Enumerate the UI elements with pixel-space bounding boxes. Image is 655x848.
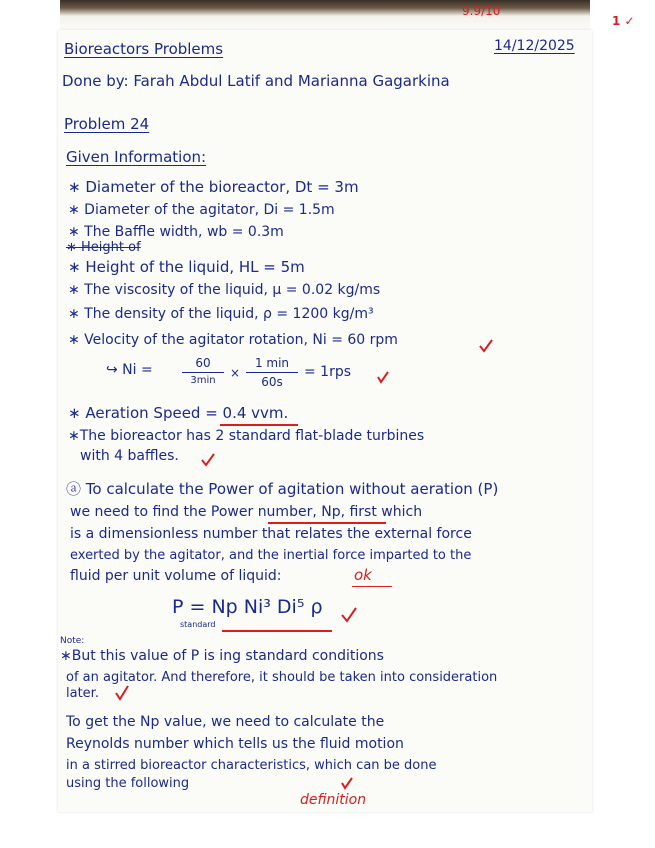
given-item: ∗ Diameter of the agitator, Di = 1.5m [68, 202, 335, 218]
given-item: ∗ The density of the liquid, ρ = 1200 kg/m³ [68, 306, 374, 322]
note-line: of an agitator. And therefore, it should be taken into consideration [66, 670, 498, 685]
given-item: ∗ Velocity of the agitator rotation, Ni = 60 rpm [68, 332, 398, 348]
closing-line: using the following [66, 776, 190, 791]
times-sign: × [230, 366, 241, 380]
fraction-1min-per-60s [246, 356, 298, 389]
closing-line: Reynolds number which tells us the fluid motion [66, 736, 404, 752]
part-a-line: we need to find the Power number, Np, first which [70, 504, 423, 520]
conversion-result: = 1rps [304, 364, 352, 380]
note-line: ∗But this value of P is ing standard conditions [60, 648, 384, 664]
red-underline [352, 586, 392, 587]
check-mark-icon [114, 684, 130, 702]
formula-subscript: standard [180, 620, 216, 629]
red-underline [220, 424, 298, 426]
date: 14/12/2025 [494, 38, 575, 54]
power-formula: P = Np Ni³ Di⁵ ρ [172, 596, 323, 618]
fraction-denominator: 60s [261, 375, 283, 389]
part-a-line: is a dimensionless number that relates the external force [70, 526, 472, 542]
closing-line: To get the Np value, we need to calculate the [66, 714, 385, 730]
page-top-shadow [60, 0, 590, 34]
fraction-denominator: 3min [190, 375, 216, 386]
crossed-out-item: ∗ Height of [66, 240, 141, 255]
given-item: ∗ Height of the liquid, HL = 5m [68, 258, 305, 276]
page-title: Bioreactors Problems [64, 40, 224, 58]
note-line: later. [66, 686, 99, 701]
part-a-line: exerted by the agitator, and the inertial force imparted to the [70, 548, 472, 563]
conversion-lhs: ↪ Ni = [106, 362, 153, 378]
closing-line: in a stirred bioreactor characteristics, which can be done [66, 758, 437, 773]
check-mark-icon [340, 776, 354, 790]
given-item: ∗ The Baffle width, wb = 0.3m [68, 224, 284, 240]
aeration-speed: ∗ Aeration Speed = 0.4 vvm. [68, 404, 289, 422]
ok-mark: ok [354, 566, 372, 584]
fraction-60-per-3min [182, 356, 224, 386]
turbines-line: with 4 baffles. [80, 448, 179, 464]
turbines-line: ∗The bioreactor has 2 standard flat-blade turbines [68, 428, 425, 444]
given-item: ∗ The viscosity of the liquid, μ = 0.02 kg/ms [68, 282, 381, 298]
red-underline [222, 630, 332, 632]
red-underline [268, 522, 386, 524]
authors: Done by: Farah Abdul Latif and Marianna Gagarkina [62, 72, 450, 90]
note-label: Note: [60, 636, 85, 646]
corner-mark: 1 ✓ [612, 14, 635, 28]
check-mark-icon [376, 370, 390, 384]
definition-mark: definition [300, 792, 367, 808]
part-a-line: ⓐ To calculate the Power of agitation without aeration (P) [66, 480, 499, 498]
check-mark-icon [478, 338, 494, 354]
check-mark-icon [340, 606, 358, 624]
check-mark-icon [200, 452, 216, 468]
problem-heading: Problem 24 [64, 115, 150, 133]
given-item: ∗ Diameter of the bioreactor, Dt = 3m [68, 178, 359, 196]
fraction-numerator: 60 [195, 356, 211, 370]
grade-score: 9.9/10 [462, 4, 501, 18]
part-a-line: fluid per unit volume of liquid: [70, 568, 282, 584]
given-heading: Given Information: [66, 148, 207, 166]
fraction-numerator: 1 min [254, 356, 290, 370]
